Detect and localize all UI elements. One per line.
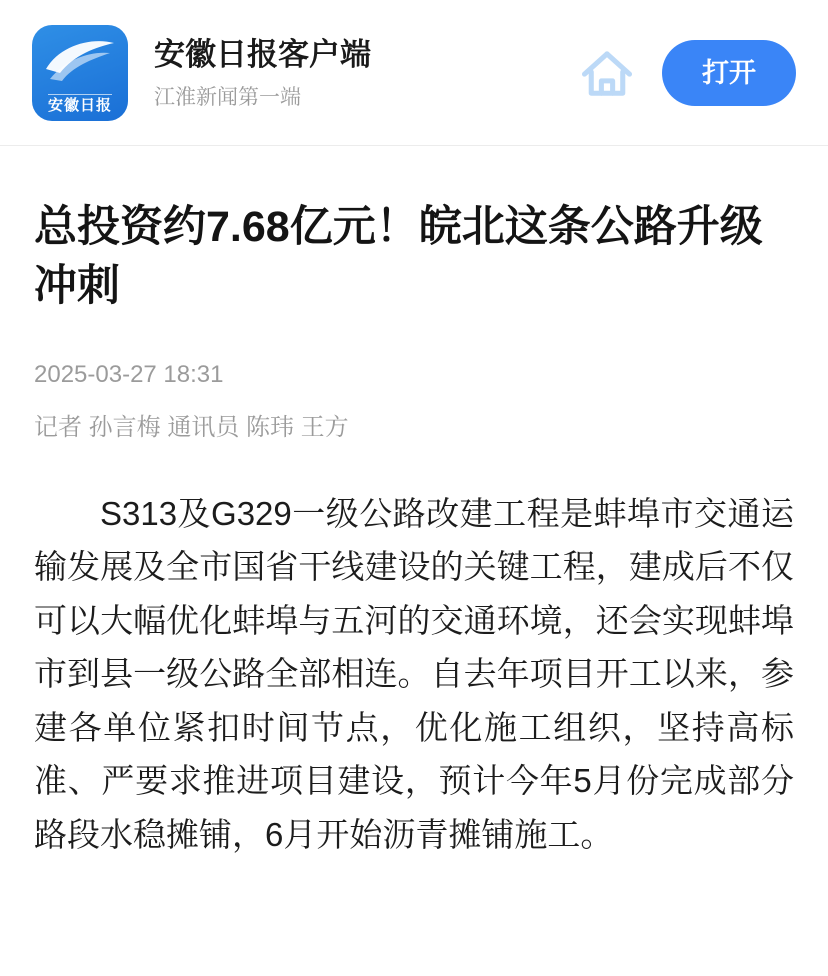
logo-swoosh-icon (40, 35, 120, 85)
article-authors: 记者 孙言梅 通讯员 陈玮 王方 (34, 413, 349, 441)
page-title: 总投资约7.68亿元！皖北这条公路升级冲刺 (34, 203, 763, 311)
open-app-button[interactable]: 打开 (662, 40, 796, 106)
app-logo-text: 安徽日报 (48, 94, 112, 115)
article-body (0, 198, 828, 861)
article-timestamp: 2025-03-27 18:31 (34, 360, 224, 388)
app-meta (154, 36, 580, 110)
app-header-actions (580, 40, 796, 106)
app-name: 安徽日报客户端 (154, 37, 371, 73)
app-logo (32, 25, 128, 121)
article-paragraph: S313及G329一级公路改建工程是蚌埠市交通运输发展及全市国省干线建设的关键工程，建成后不仅可以大幅优化蚌埠与五河的交通环境，还会实现蚌埠市到县一级公路全部相连。自去年项目开工以来，参建各单位紧扣时间节点，优化施工组织，坚持高标准、严要求推进项目建设，预计今年5月份完成部分路段水稳摊铺，6月开始沥青摊铺施工。 (34, 495, 794, 853)
app-header-bar (0, 0, 828, 146)
app-slogan: 江淮新闻第一端 (154, 85, 301, 109)
home-icon[interactable] (580, 46, 634, 100)
